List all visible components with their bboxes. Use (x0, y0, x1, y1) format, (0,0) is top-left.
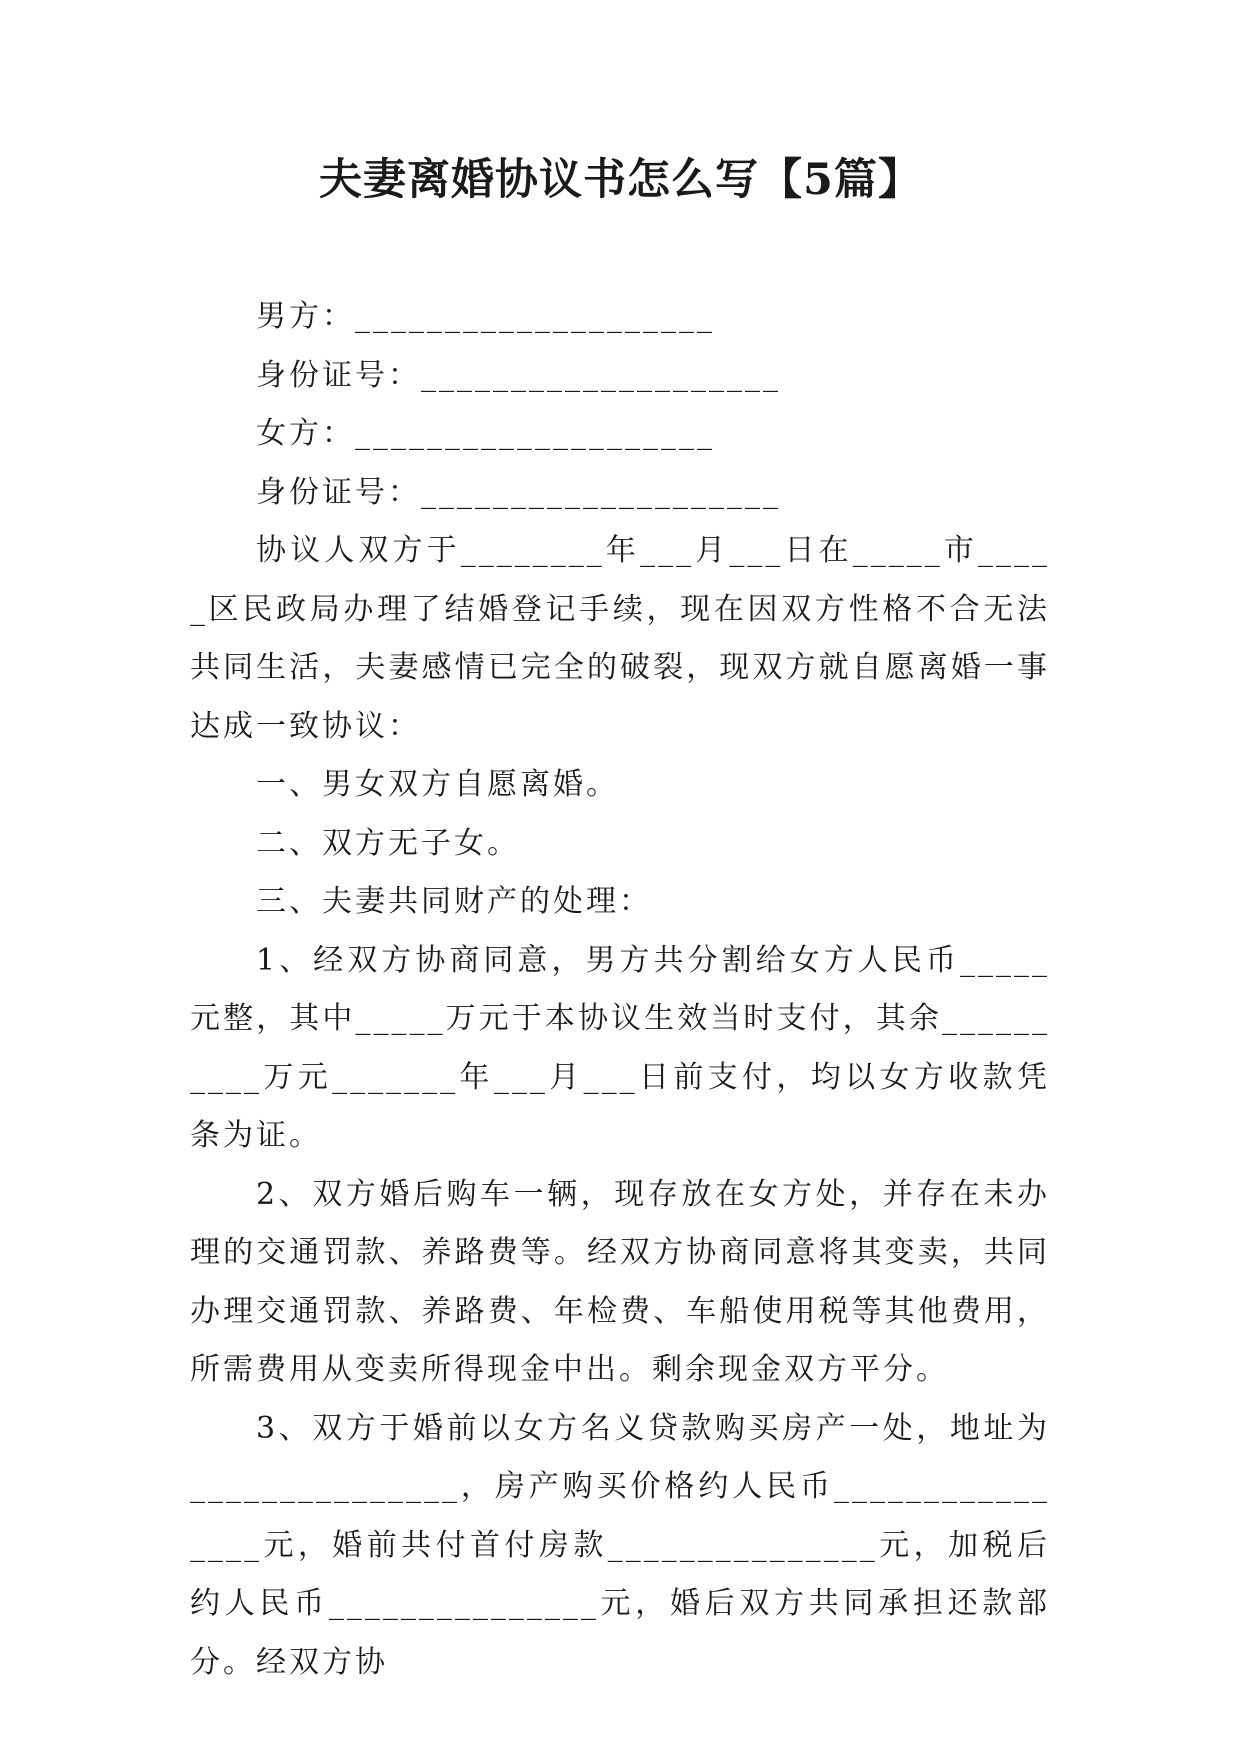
paragraph-item-2: 2、双方婚后购车一辆，现存放在女方处，并存在未办理的交通罚款、养路费等。经双方协商同意将其变卖，共同办理交通罚款、养路费、年检费、车船使用税等其他费用，所需费用从变卖所得现金中出。剩余现金双方平分。 (190, 1176, 1050, 1387)
paragraph-male-id: 身份证号：____________________ (256, 357, 781, 393)
paragraph-preamble: 协议人双方于________年___月___日在_____市_____区民政局办理了结婚登记手续，现在因双方性格不合无法共同生活，夫妻感情已完全的破裂，现双方就自愿离婚一事达成一致协议： (190, 533, 1050, 744)
paragraph-clause-3: 三、夫妻共同财产的处理： (256, 884, 652, 919)
paragraph-clause-1: 一、男女双方自愿离婚。 (256, 767, 619, 802)
paragraph-clause-2: 二、双方无子女。 (256, 825, 520, 861)
paragraph-item-3: 3、双方于婚前以女方名义贷款购买房产一处，地址为_______________，房产购买价格约人民币________________元，婚前共付首付房款_______________元，加税后约人民币_______________元，婚后双方共同承担还款部分。经双方协 (190, 1410, 1050, 1680)
paragraph-item-1: 1、经双方协商同意，男方共分割给女方人民币_____元整，其中_____万元于本协议生效当时支付，其余__________万元_______年___月___日前支付，均以女方收款凭条为证。 (190, 942, 1050, 1153)
paragraph-female-party: 女方：____________________ (256, 416, 715, 451)
paragraph-male-party: 男方：____________________ (256, 299, 715, 334)
document-body (190, 288, 1050, 1692)
paragraph-female-id: 身份证号：____________________ (256, 474, 781, 510)
document-title: 夫妻离婚协议书怎么写【5篇】 (319, 155, 922, 205)
